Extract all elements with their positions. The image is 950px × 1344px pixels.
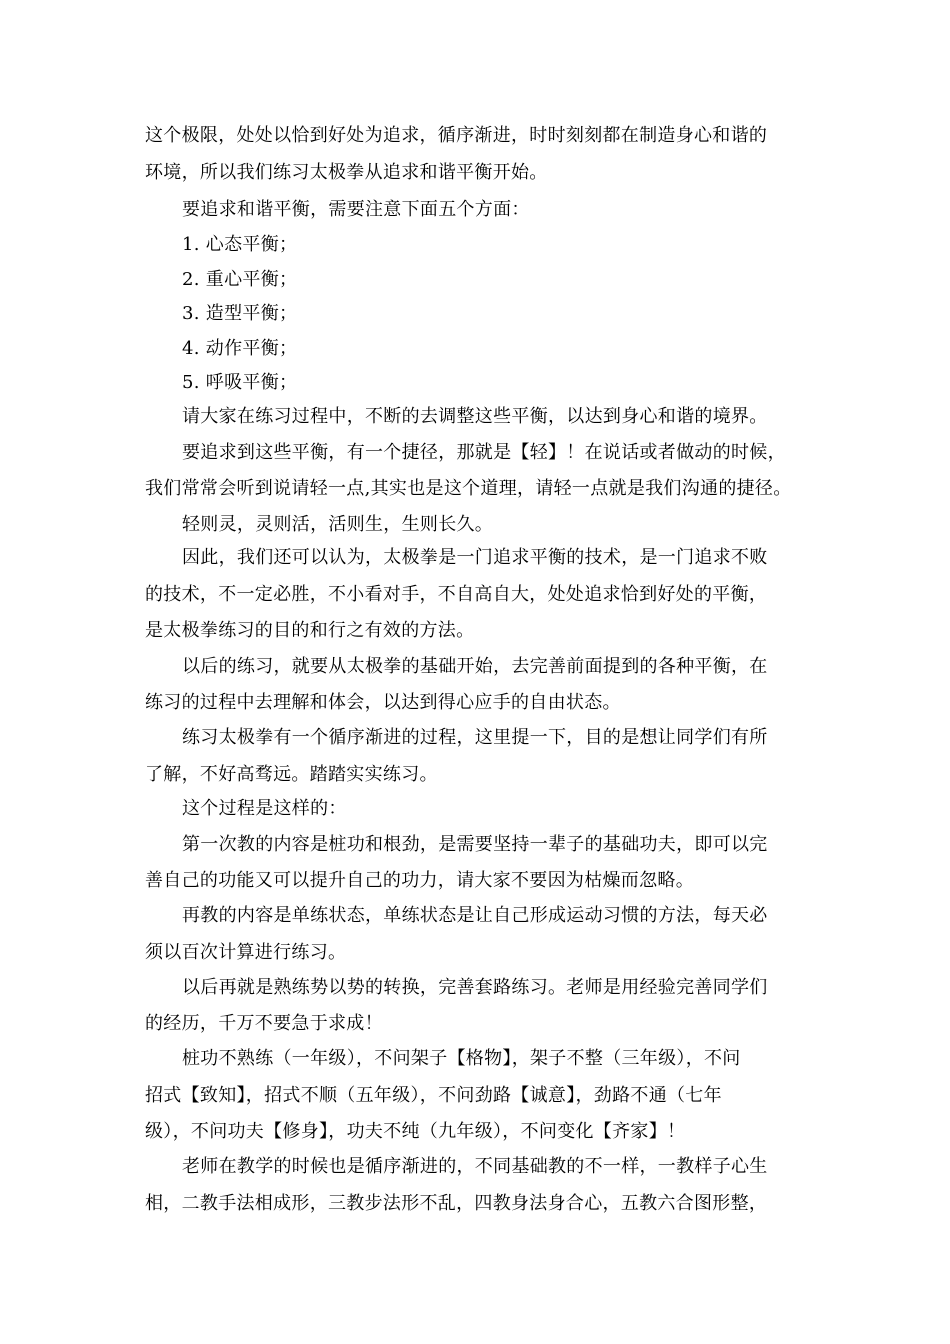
text-line: 我们常常会听到说请轻一点,其实也是这个道理，请轻一点就是我们沟通的捷径。 [145, 478, 792, 499]
text-line: 练习的过程中去理解和体会，以达到得心应手的自由状态。 [145, 692, 621, 713]
text-line: 因此，我们还可以认为，太极拳是一门追求平衡的技术，是一门追求不败 [182, 547, 768, 568]
text-line: 这个极限，处处以恰到好处为追求，循序渐进，时时刻刻都在制造身心和谐的 [145, 125, 768, 146]
text-line: 的经历，千万不要急于求成！ [145, 1013, 383, 1034]
text-line: 善自己的功能又可以提升自己的功力，请大家不要因为枯燥而忽略。 [145, 870, 694, 891]
text-line: 要追求到这些平衡，有一个捷径，那就是【轻】！在说话或者做动的时候， [182, 442, 786, 463]
text-line: 这个过程是这样的： [182, 798, 347, 819]
text-line: 须以百次计算进行练习。 [145, 942, 347, 963]
text-line: 请大家在练习过程中，不断的去调整这些平衡，以达到身心和谐的境界。 [182, 406, 768, 427]
text-line: 是太极拳练习的目的和行之有效的方法。 [145, 620, 475, 641]
text-line: 相，二教手法相成形，三教步法形不乱，四教身法身合心，五教六合图形整， [145, 1193, 768, 1214]
list-item: 1. 心态平衡； [182, 234, 298, 255]
text-line: 以后再就是熟练势以势的转换，完善套路练习。老师是用经验完善同学们 [182, 977, 768, 998]
text-line: 了解，不好高骛远。踏踏实实练习。 [145, 764, 438, 785]
text-line: 招式【致知】，招式不顺（五年级），不问劲路【诚意】，劲路不通（七年 [145, 1085, 722, 1106]
text-line: 要追求和谐平衡，需要注意下面五个方面： [182, 199, 530, 220]
text-line: 以后的练习，就要从太极拳的基础开始，去完善前面提到的各种平衡，在 [182, 656, 768, 677]
text-line: 轻则灵，灵则活，活则生，生则长久。 [182, 514, 494, 535]
text-line: 级），不问功夫【修身】，功夫不纯（九年级），不问变化【齐家】！ [145, 1121, 686, 1142]
list-item: 5. 呼吸平衡； [182, 372, 298, 393]
text-line: 第一次教的内容是桩功和根劲，是需要坚持一辈子的基础功夫，即可以完 [182, 834, 768, 855]
list-item: 3. 造型平衡； [182, 303, 298, 324]
text-line: 练习太极拳有一个循序渐进的过程，这里提一下，目的是想让同学们有所 [182, 727, 768, 748]
text-line: 的技术，不一定必胜，不小看对手，不自高自大，处处追求恰到好处的平衡， [145, 584, 768, 605]
list-item: 4. 动作平衡； [182, 338, 298, 359]
text-line: 桩功不熟练（一年级），不问架子【格物】，架子不整（三年级），不问 [182, 1048, 741, 1069]
text-line: 再教的内容是单练状态，单练状态是让自己形成运动习惯的方法，每天必 [182, 905, 768, 926]
list-item: 2. 重心平衡； [182, 269, 298, 290]
text-line: 环境，所以我们练习太极拳从追求和谐平衡开始。 [145, 162, 548, 183]
text-line: 老师在教学的时候也是循序渐进的，不同基础教的不一样，一教样子心生 [182, 1156, 768, 1177]
